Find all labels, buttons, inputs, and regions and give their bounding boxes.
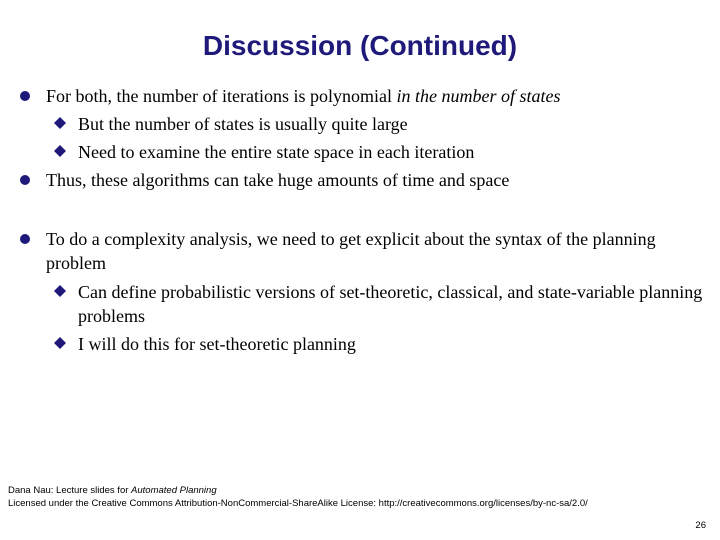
slide-footer bbox=[8, 484, 588, 510]
bullet-3-sub-1 bbox=[78, 280, 704, 328]
bullet-1-sub-2 bbox=[78, 140, 708, 164]
bullet-dot-icon bbox=[20, 91, 30, 101]
diamond-bullet-icon bbox=[54, 145, 66, 157]
bullet-1-text: For both, the number of iterations is polynomial bbox=[46, 86, 397, 106]
footer-license: Licensed under the Creative Commons Attribution-NonCommercial-ShareAlike License: http://creativecommons.org/licenses/by-nc-sa/2.0/ bbox=[8, 498, 588, 509]
bullet-3-sub-2-text: I will do this for set-theoretic planning bbox=[78, 334, 356, 354]
bullet-3-text: To do a complexity analysis, we need to get explicit about the syntax of the planning problem bbox=[46, 229, 656, 273]
bullet-dot-icon bbox=[20, 175, 30, 185]
bullet-1-sub-1 bbox=[78, 112, 708, 136]
footer-book-title: Automated Planning bbox=[131, 485, 217, 496]
bullet-1-sub-2-text: Need to examine the entire state space in each iteration bbox=[78, 142, 475, 162]
bullet-2-text: Thus, these algorithms can take huge amounts of time and space bbox=[46, 170, 510, 190]
footer-line-1 bbox=[8, 484, 588, 497]
bullet-1-sub-1-text: But the number of states is usually quite large bbox=[78, 114, 408, 134]
bullet-3-sub-2 bbox=[78, 332, 708, 356]
footer-line-1-prefix: Dana Nau: Lecture slides for bbox=[8, 485, 132, 496]
bullet-3-sub-1-text: Can define probabilistic versions of set-theoretic, classical, and state-variable planning problems bbox=[78, 282, 703, 326]
diamond-bullet-icon bbox=[54, 285, 66, 297]
diamond-bullet-icon bbox=[54, 117, 66, 129]
bullet-3 bbox=[46, 227, 656, 275]
page-number: 26 bbox=[695, 520, 706, 531]
bullet-1 bbox=[46, 84, 706, 108]
slide-title: Discussion (Continued) bbox=[202, 30, 518, 61]
bullet-dot-icon bbox=[20, 234, 30, 244]
bullet-1-italic: in the number of states bbox=[396, 86, 561, 106]
diamond-bullet-icon bbox=[54, 337, 66, 349]
bullet-2 bbox=[46, 168, 706, 192]
